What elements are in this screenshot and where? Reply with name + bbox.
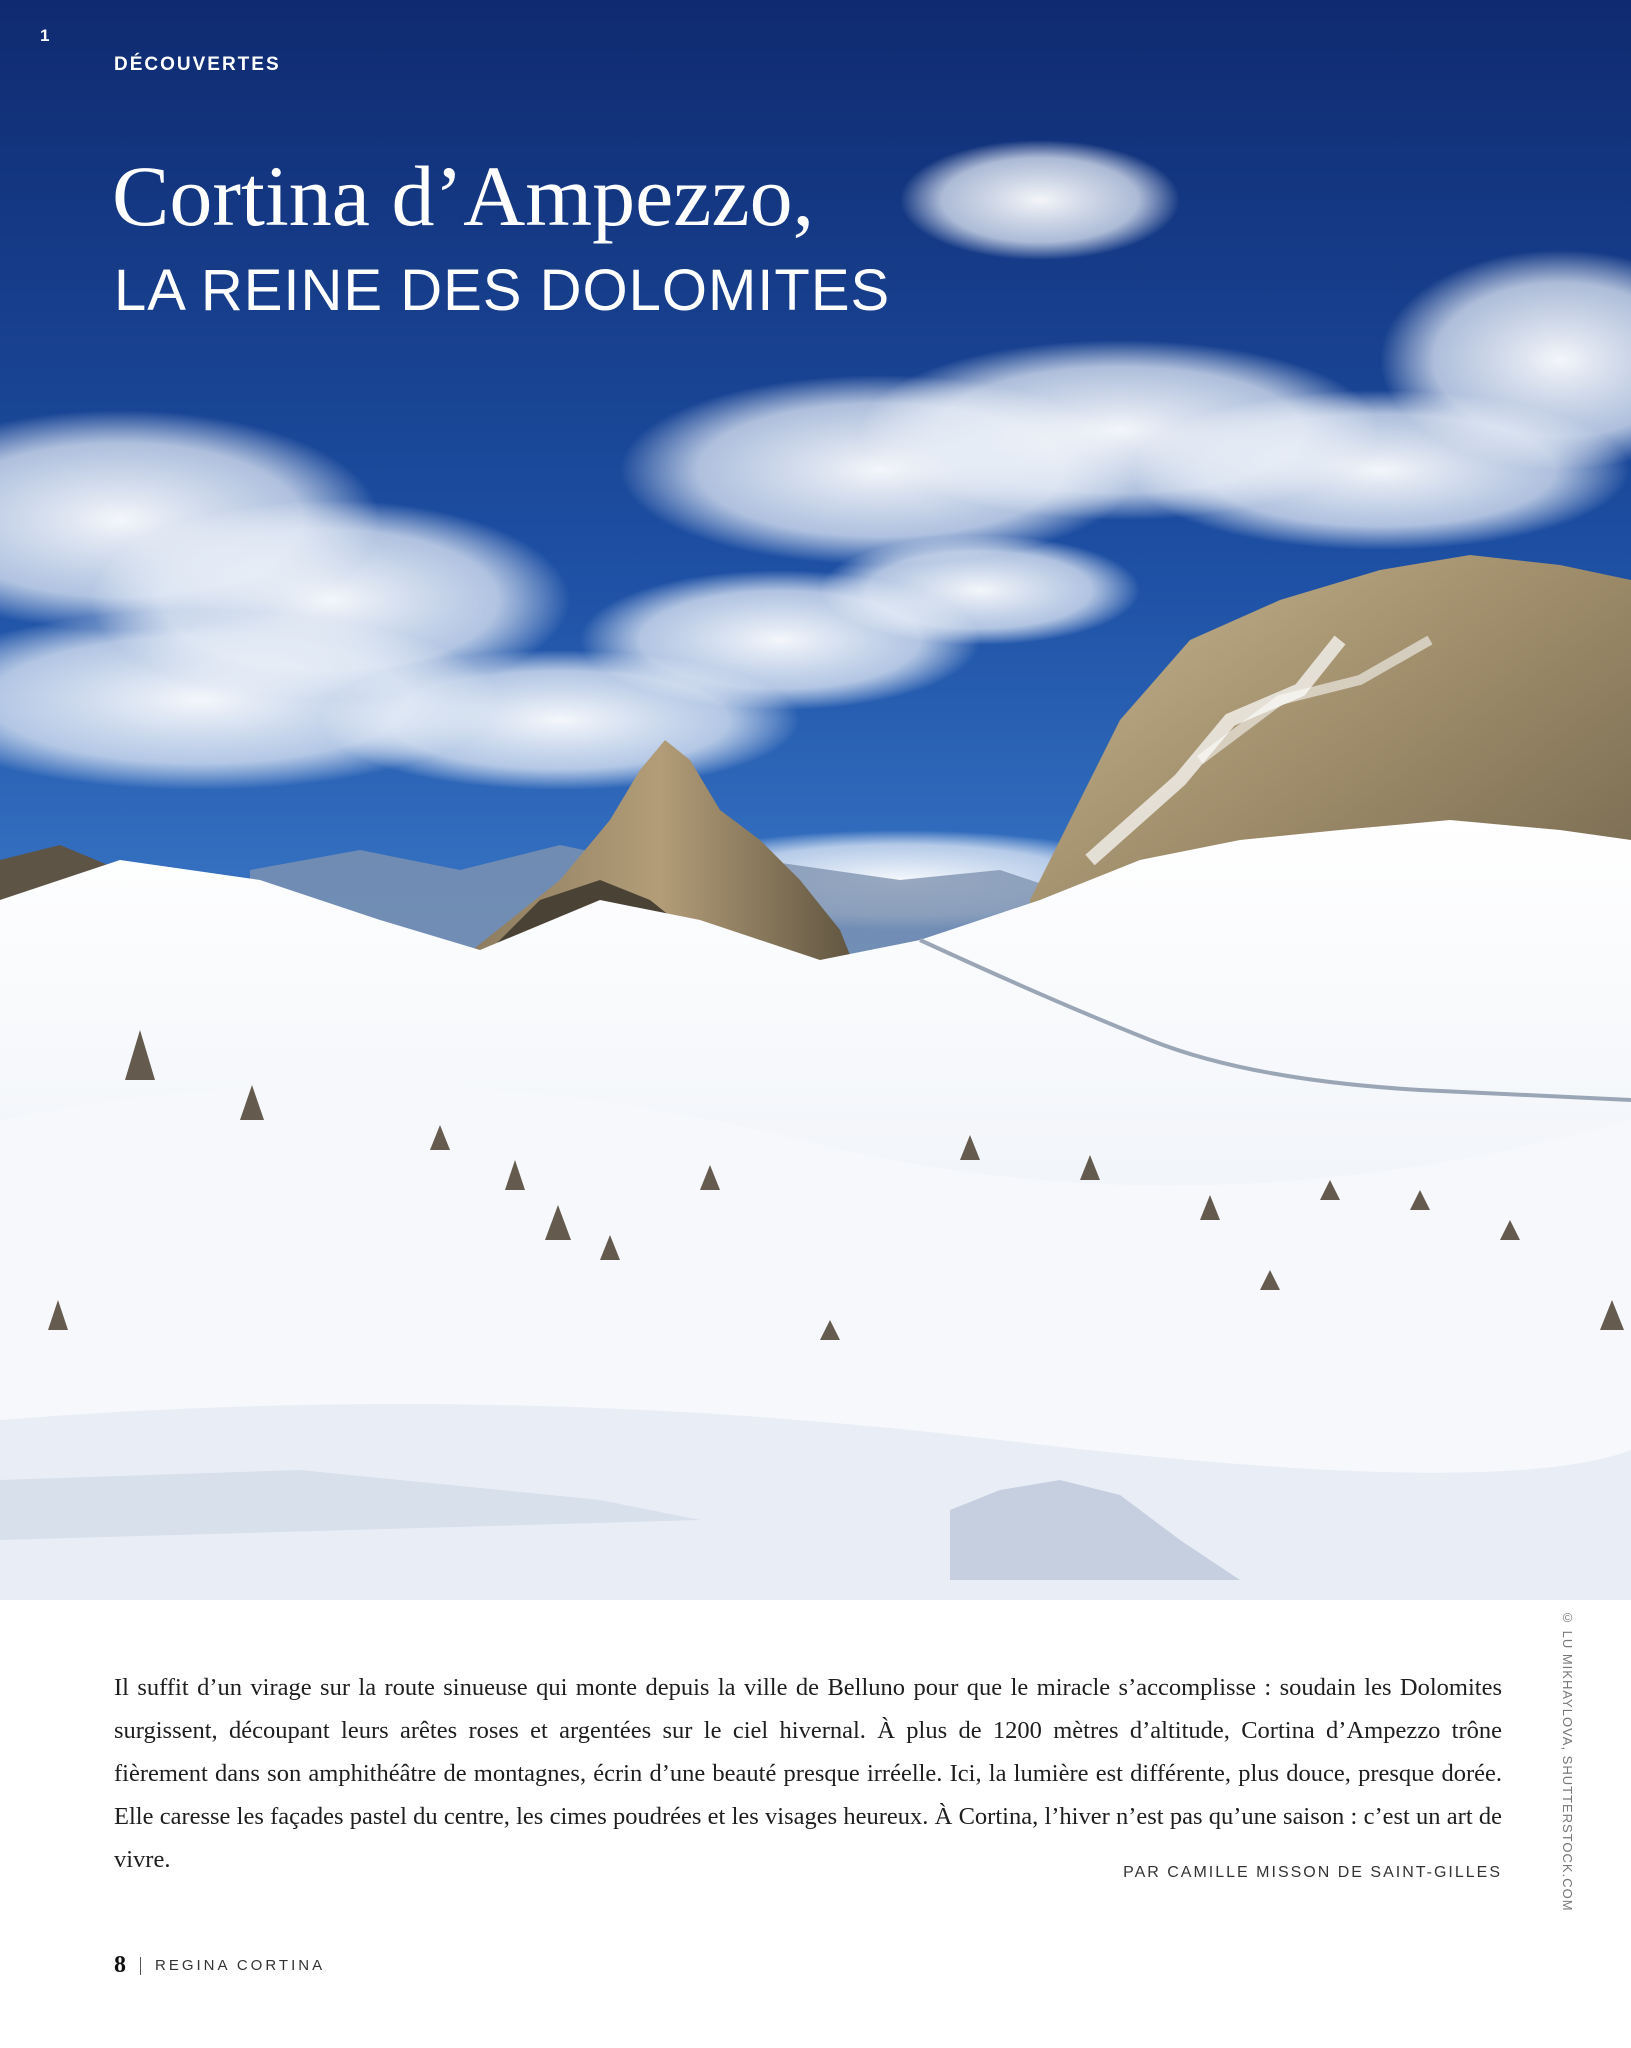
article-title: Cortina d’Ampezzo, bbox=[112, 148, 815, 244]
page-number: 8 bbox=[114, 1952, 126, 1978]
article-subtitle: LA REINE DES DOLOMITES bbox=[114, 258, 891, 323]
article-intro: Il suffit d’un virage sur la route sinueuse qui monte depuis la ville de Belluno pour que le miracle s’accomplisse : soudain les Dolomites surgissent, découpant leurs arêtes roses et argentées sur le ciel hivernal. À plus de 1200 mètres d’altitude, Cortina d’Ampezzo trône fièrement dans son amphithéâtre de montagnes, écrin d’une beauté presque irréelle. Ici, la lumière est différente, plus douce, presque dorée. Elle caresse les façades pastel du centre, les cimes poudrées et les visages heureux. À Cortina, l’hiver n’est pas qu’une saison : c’est un art de vivre. bbox=[114, 1674, 1502, 1873]
page-marker: 1 bbox=[40, 26, 50, 45]
author-byline: PAR CAMILLE MISSON DE SAINT-GILLES bbox=[1123, 1864, 1502, 1881]
magazine-name: REGINA CORTINA bbox=[155, 1957, 326, 1974]
page-footer bbox=[114, 1952, 325, 1979]
footer-divider bbox=[140, 1957, 141, 1975]
section-label: DÉCOUVERTES bbox=[114, 54, 281, 75]
photo-credit: © LU MIKHAYLOVA, SHUTTERSTOCK.COM bbox=[1560, 1610, 1575, 1912]
